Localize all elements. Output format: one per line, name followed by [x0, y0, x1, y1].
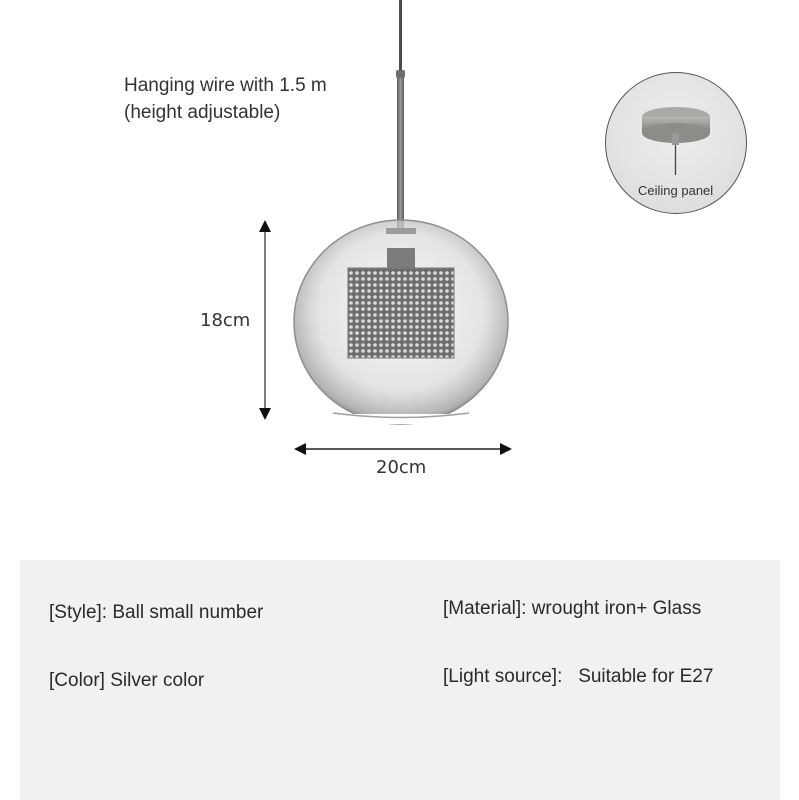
spec-color-key: [Color] — [49, 670, 105, 691]
wire-caption-line1: Hanging wire with 1.5 m — [124, 75, 327, 96]
width-dimension-label: 20cm — [376, 457, 427, 478]
spec-material-value: wrought iron+ Glass — [531, 598, 702, 619]
ceiling-panel-label: Ceiling panel — [638, 183, 714, 198]
spec-light-value: Suitable for E27 — [578, 666, 714, 687]
spec-light-source — [443, 666, 713, 688]
spec-material — [443, 598, 701, 620]
spec-color-value: Silver color — [110, 670, 205, 691]
spec-color — [49, 670, 204, 692]
spec-light-key: [Light source]: — [443, 666, 563, 687]
spec-style — [49, 602, 263, 624]
wire-caption-line2: (height adjustable) — [124, 102, 281, 123]
spec-material-key: [Material]: — [443, 598, 527, 619]
spec-style-key: [Style]: — [49, 602, 108, 623]
spec-style-value: Ball small number — [112, 602, 264, 623]
ceiling-panel-inset — [605, 72, 747, 214]
height-dimension-label: 18cm — [200, 310, 251, 331]
